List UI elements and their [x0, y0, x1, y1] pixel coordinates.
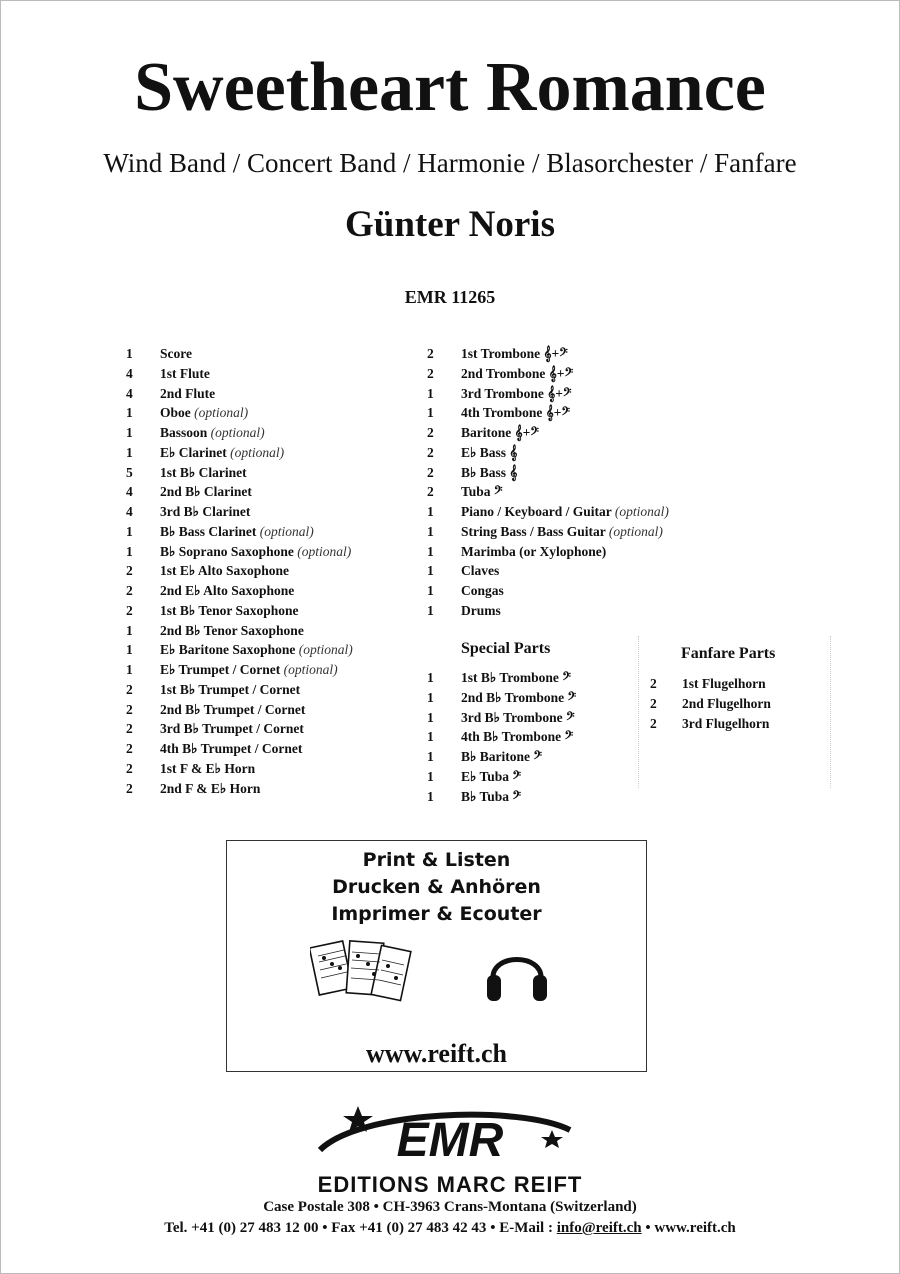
- part-name: [160, 640, 353, 660]
- part-label: 1st B♭ Trumpet / Cornet: [160, 681, 301, 697]
- part-row: [650, 694, 820, 714]
- part-label: 2nd B♭ Trumpet / Cornet: [160, 701, 306, 717]
- part-name: [461, 688, 576, 708]
- part-quantity: 1: [126, 346, 133, 361]
- part-row: [126, 502, 416, 522]
- part-label: Congas: [461, 583, 504, 598]
- part-row: [126, 779, 416, 799]
- part-name: [160, 542, 351, 562]
- part-name: [461, 787, 521, 807]
- part-name: [461, 384, 572, 404]
- part-name: [682, 694, 771, 714]
- part-quantity: 2: [126, 563, 133, 579]
- part-label: 2nd E♭ Alto Saxophone: [160, 583, 295, 598]
- part-row: [126, 384, 416, 404]
- part-label: B♭ Bass 𝄞: [461, 464, 518, 480]
- parts-list-left: [126, 344, 416, 798]
- ensemble-subtitle: Wind Band / Concert Band / Harmonie / Blasorchester / Fanfare: [103, 148, 797, 178]
- promo-url[interactable]: www.reift.ch: [365, 1039, 508, 1068]
- part-row: [427, 787, 627, 807]
- part-label: 3rd Flugelhorn: [682, 715, 770, 731]
- promo-line-fr: Imprimer & Ecouter: [331, 903, 542, 925]
- part-quantity: 1: [126, 662, 133, 677]
- part-label: Bassoon: [160, 425, 208, 440]
- part-label: 1st B♭ Tenor Saxophone: [160, 602, 299, 618]
- part-quantity: 1: [126, 523, 133, 539]
- part-quantity: 1: [427, 602, 434, 618]
- part-quantity: 4: [126, 504, 133, 519]
- part-name: [160, 502, 250, 522]
- part-quantity: 1: [427, 405, 434, 421]
- part-name: [160, 719, 304, 739]
- part-row: [126, 660, 416, 680]
- part-name: [461, 502, 669, 522]
- part-quantity: 2: [126, 583, 133, 598]
- part-name: [160, 443, 284, 463]
- part-quantity: 4: [126, 385, 133, 401]
- part-quantity: 2: [126, 780, 133, 796]
- part-label: 1st Trombone 𝄞+𝄢: [461, 346, 568, 361]
- composer-name: Günter Noris: [344, 204, 555, 245]
- part-quantity: 1: [427, 543, 434, 559]
- print-listen-box[interactable]: [226, 840, 647, 1072]
- part-label: 2nd Flugelhorn: [682, 695, 771, 711]
- part-label: 2nd Trombone 𝄞+𝄢: [461, 365, 574, 381]
- fanfare-parts-list: [650, 674, 820, 733]
- part-quantity: 2: [126, 721, 133, 737]
- part-name: [461, 482, 503, 502]
- headphones-icon: [485, 939, 549, 1005]
- part-quantity: 2: [126, 602, 133, 618]
- part-row: [126, 621, 416, 641]
- publisher-address: Case Postale 308 • CH-3963 Crans-Montana (Switzerland): [263, 1199, 637, 1215]
- part-label: Score: [160, 346, 192, 361]
- optional-note: (optional): [608, 523, 663, 539]
- part-row: [427, 443, 727, 463]
- part-quantity: 2: [126, 741, 133, 756]
- part-name: [160, 561, 289, 581]
- part-quantity: 1: [427, 788, 434, 804]
- part-quantity: 2: [650, 695, 657, 711]
- part-row: [126, 482, 416, 502]
- part-name: [461, 708, 575, 728]
- part-quantity: 1: [126, 543, 133, 559]
- logo-text: EMR: [396, 1114, 504, 1167]
- part-label: E♭ Baritone Saxophone: [160, 642, 296, 658]
- optional-note: (optional): [210, 425, 265, 440]
- part-name: [461, 581, 504, 601]
- part-name: [160, 660, 338, 680]
- part-row: [126, 759, 416, 779]
- fanfare-parts-heading: Fanfare Parts: [681, 645, 776, 662]
- part-quantity: 2: [650, 676, 657, 691]
- part-name: [461, 423, 539, 443]
- part-name: [160, 601, 299, 621]
- part-name: [160, 621, 304, 641]
- part-row: [427, 688, 627, 708]
- part-name: [461, 542, 606, 562]
- part-row: [427, 403, 727, 423]
- part-label: E♭ Clarinet: [160, 444, 227, 460]
- part-quantity: 1: [126, 425, 133, 440]
- part-row: [126, 640, 416, 660]
- part-label: B♭ Baritone 𝄢: [461, 749, 543, 764]
- part-quantity: 1: [427, 583, 434, 598]
- part-row: [427, 561, 727, 581]
- part-name: [160, 482, 252, 502]
- part-label: 4th Trombone 𝄞+𝄢: [461, 405, 571, 421]
- part-quantity: 1: [126, 405, 133, 421]
- part-label: Drums: [461, 602, 501, 618]
- part-row: [126, 700, 416, 720]
- part-quantity: 2: [427, 484, 434, 500]
- part-name: [160, 403, 248, 423]
- part-name: [160, 344, 192, 364]
- part-label: Oboe: [160, 405, 191, 421]
- part-name: [461, 364, 573, 384]
- part-label: 3rd B♭ Clarinet: [160, 504, 251, 519]
- part-row: [126, 581, 416, 601]
- part-label: B♭ Soprano Saxophone: [160, 543, 294, 559]
- part-name: [461, 668, 571, 688]
- part-label: String Bass / Bass Guitar: [461, 523, 606, 539]
- part-quantity: 1: [427, 670, 434, 685]
- part-name: [160, 522, 314, 542]
- part-row: [126, 739, 416, 759]
- part-row: [126, 344, 416, 364]
- part-label: 1st B♭ Clarinet: [160, 464, 247, 480]
- part-row: [427, 364, 727, 384]
- part-label: Claves: [461, 563, 500, 579]
- part-name: [160, 423, 265, 443]
- optional-note: (optional): [297, 543, 352, 559]
- part-label: 2nd F & E♭ Horn: [160, 780, 261, 796]
- promo-line-en: Print & Listen: [362, 849, 511, 871]
- part-quantity: 2: [427, 464, 434, 480]
- part-name: [160, 384, 215, 404]
- part-row: [427, 482, 727, 502]
- part-label: E♭ Trumpet / Cornet: [160, 662, 281, 677]
- part-quantity: 2: [126, 681, 133, 697]
- part-name: [160, 759, 255, 779]
- part-name: [160, 700, 305, 720]
- part-quantity: 1: [126, 444, 133, 460]
- part-quantity: 5: [126, 464, 133, 480]
- part-row: [427, 522, 727, 542]
- website-link[interactable]: www.reift.ch: [654, 1220, 736, 1236]
- part-name: [160, 739, 302, 759]
- part-row: [427, 542, 727, 562]
- part-quantity: 1: [126, 622, 133, 638]
- special-parts-list: [427, 668, 627, 806]
- part-row: [427, 727, 627, 747]
- part-label: 2nd Flute: [160, 385, 216, 401]
- part-label: Piano / Keyboard / Guitar: [461, 504, 612, 519]
- part-name: [461, 727, 573, 747]
- sheet-music-icon: [310, 938, 420, 1014]
- divider: [638, 636, 639, 788]
- part-quantity: 1: [427, 749, 434, 764]
- part-row: [650, 714, 820, 734]
- optional-note: (optional): [283, 662, 338, 677]
- fax-number: Fax +41 (0) 27 483 42 43: [331, 1220, 487, 1236]
- part-row: [427, 668, 627, 688]
- part-quantity: 2: [427, 425, 434, 440]
- part-label: 2nd B♭ Tenor Saxophone: [160, 622, 304, 638]
- part-row: [650, 674, 820, 694]
- part-row: [427, 767, 627, 787]
- part-label: 4th B♭ Trombone 𝄢: [461, 729, 574, 745]
- part-row: [126, 403, 416, 423]
- part-name: [160, 581, 294, 601]
- part-name: [160, 463, 247, 483]
- part-label: E♭ Tuba 𝄢: [461, 768, 522, 784]
- part-quantity: 4: [126, 365, 133, 381]
- page-title: Sweetheart Romance: [134, 49, 766, 126]
- part-row: [126, 719, 416, 739]
- part-name: [461, 403, 570, 423]
- part-quantity: 2: [126, 760, 133, 776]
- part-quantity: 1: [427, 689, 434, 705]
- part-row: [427, 502, 727, 522]
- part-row: [126, 680, 416, 700]
- catalog-number: EMR 11265: [404, 287, 496, 307]
- part-name: [461, 463, 517, 483]
- part-quantity: 4: [126, 484, 133, 500]
- part-quantity: 1: [427, 729, 434, 745]
- optional-note: (optional): [194, 405, 249, 421]
- emr-logo: [300, 1100, 600, 1170]
- part-name: [461, 443, 517, 463]
- part-label: 1st E♭ Alto Saxophone: [160, 563, 290, 579]
- divider: [830, 636, 831, 788]
- part-name: [160, 680, 300, 700]
- part-quantity: 2: [126, 701, 133, 717]
- promo-line-de: Drucken & Anhören: [332, 876, 541, 898]
- publisher-name: EDITIONS MARC REIFT: [317, 1172, 583, 1197]
- part-quantity: 1: [427, 563, 434, 579]
- part-label: 3rd B♭ Trumpet / Cornet: [160, 721, 304, 737]
- part-label: B♭ Tuba 𝄢: [461, 788, 522, 804]
- part-label: 2nd B♭ Clarinet: [160, 484, 252, 500]
- part-label: Marimba (or Xylophone): [461, 543, 607, 559]
- email-label: E-Mail :: [499, 1220, 553, 1236]
- part-row: [126, 364, 416, 384]
- optional-note: (optional): [230, 444, 285, 460]
- part-label: E♭ Bass 𝄞: [461, 444, 518, 460]
- part-row: [126, 463, 416, 483]
- part-quantity: 1: [427, 709, 434, 725]
- part-name: [682, 674, 766, 694]
- part-row: [126, 542, 416, 562]
- part-row: [427, 423, 727, 443]
- part-name: [160, 364, 210, 384]
- part-quantity: 2: [650, 715, 657, 731]
- part-name: [461, 767, 521, 787]
- part-row: [126, 601, 416, 621]
- part-quantity: 1: [427, 768, 434, 784]
- part-quantity: 2: [427, 346, 434, 361]
- part-label: Tuba 𝄢: [461, 484, 503, 500]
- part-row: [427, 708, 627, 728]
- parts-list-right: [427, 344, 727, 621]
- part-row: [427, 463, 727, 483]
- part-row: [126, 522, 416, 542]
- part-name: [461, 344, 568, 364]
- part-row: [126, 423, 416, 443]
- part-quantity: 2: [427, 365, 434, 381]
- part-name: [461, 561, 499, 581]
- part-row: [427, 747, 627, 767]
- part-label: 1st F & E♭ Horn: [160, 760, 256, 776]
- part-name: [682, 714, 769, 734]
- part-row: [427, 581, 727, 601]
- part-label: 1st B♭ Trombone 𝄢: [461, 670, 571, 685]
- part-quantity: 1: [427, 523, 434, 539]
- part-name: [461, 747, 542, 767]
- email-link[interactable]: info@reift.ch: [556, 1220, 642, 1236]
- optional-note: (optional): [259, 523, 314, 539]
- part-row: [427, 344, 727, 364]
- part-name: [461, 601, 501, 621]
- optional-note: (optional): [614, 504, 669, 519]
- part-row: [427, 384, 727, 404]
- part-name: [160, 779, 260, 799]
- part-label: Baritone 𝄞+𝄢: [461, 425, 539, 440]
- part-label: 3rd B♭ Trombone 𝄢: [461, 709, 575, 725]
- part-label: 1st Flute: [160, 365, 210, 381]
- part-quantity: 2: [427, 444, 434, 460]
- publisher-contact: Tel. +41 (0) 27 483 12 00 • Fax +41 (0) 27 483 42 43 • E-Mail : info@reift.ch • www.reift.ch: [164, 1220, 736, 1236]
- part-label: 3rd Trombone 𝄞+𝄢: [461, 385, 572, 401]
- part-label: 2nd B♭ Trombone 𝄢: [461, 689, 577, 705]
- part-name: [461, 522, 663, 542]
- special-parts-heading: Special Parts: [461, 640, 551, 657]
- optional-note: (optional): [298, 642, 353, 658]
- part-row: [427, 601, 727, 621]
- part-label: 4th B♭ Trumpet / Cornet: [160, 741, 303, 756]
- part-row: [126, 443, 416, 463]
- part-quantity: 1: [126, 642, 133, 658]
- part-quantity: 1: [427, 504, 434, 519]
- part-row: [126, 561, 416, 581]
- part-label: B♭ Bass Clarinet: [160, 523, 257, 539]
- part-label: 1st Flugelhorn: [682, 676, 766, 691]
- part-quantity: 1: [427, 385, 434, 401]
- phone-number: Tel. +41 (0) 27 483 12 00: [164, 1220, 319, 1236]
